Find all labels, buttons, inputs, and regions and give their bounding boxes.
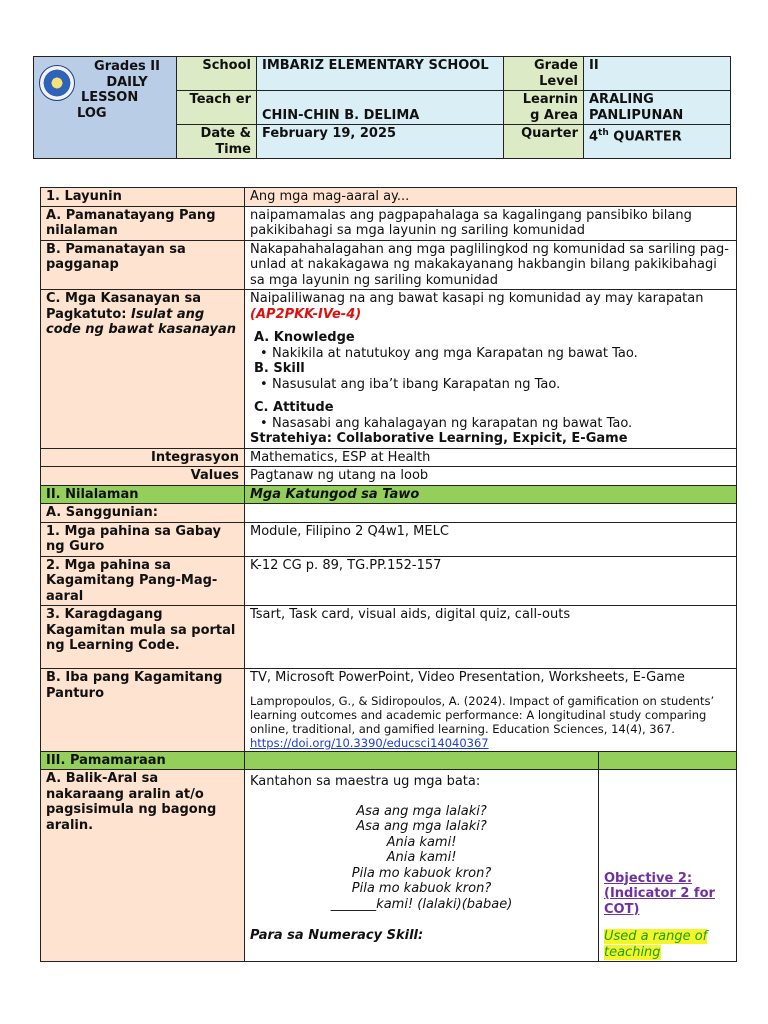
objective-text: Objective 2: (Indicator 2 for COT) (604, 870, 715, 917)
nilalaman-label: II. Nilalaman (41, 485, 245, 504)
date-label: Date & Time (177, 125, 257, 159)
competency-code: (AP2PKK-IVe-4) (250, 306, 362, 322)
date-value: February 19, 2025 (257, 125, 504, 159)
strategy-text: Stratehiya: Collaborative Learning, Expicit, E-Game (250, 431, 628, 446)
karagdagang-label: 3. Karagdagang Kagamitan mula sa portal ng Learning Code. (41, 606, 245, 669)
attitude-heading: C. Attitude (254, 400, 334, 415)
song-line: Pila mo kabuok kron? (351, 865, 492, 881)
layunin-value: Ang mga mag-aaral ay... (245, 188, 737, 207)
title-line: Grades II (94, 59, 160, 74)
quarter-text: QUARTER (608, 129, 682, 145)
kasanayan-label (41, 290, 245, 449)
pamantayan-pagganap-label: B. Pamanatayan sa pagganap (41, 240, 245, 290)
gabay-guro-label: 1. Mga pahina sa Gabay ng Guro (41, 522, 245, 556)
values-value: Pagtanaw ng utang na loob (245, 467, 737, 486)
knowledge-heading: A. Knowledge (254, 330, 355, 345)
balik-aral-label: A. Balik-Aral sa nakaraang aralin at/o pagsisimula ng bagong aralin. (41, 770, 245, 962)
grade-label: Grade Level (504, 57, 584, 91)
kasanayan-label-a: C. Mga Kasanayan sa Pagkatuto: (46, 291, 202, 322)
kasanayan-label-b: Isulat ang code ng bawat kasanayan (46, 306, 237, 337)
deped-seal-icon (39, 65, 75, 101)
area-label: Learnin g Area (504, 91, 584, 125)
objective-cell (599, 770, 737, 962)
song-line: Ania kami! (386, 834, 457, 850)
numeracy-heading: Para sa Numeracy Skill: (250, 928, 424, 943)
quarter-label: Quarter (504, 125, 584, 159)
school-label: School (177, 57, 257, 91)
teacher-label: Teach er (177, 91, 257, 125)
doi-link[interactable]: https://doi.org/10.3390/educsci14040367 (250, 735, 489, 750)
title-line: LESSON (81, 90, 139, 105)
school-value: IMBARIZ ELEMENTARY SCHOOL (257, 57, 504, 91)
sanggunian-value (245, 504, 737, 523)
reference-text: Lampropoulos, G., & Sidiropoulos, A. (2024). Impact of gamification on students’ learning outcomes and academic performance: A longitudinal study comparing online, traditional, and gamified learning. Education Sciences, 14(4), 367. (250, 693, 715, 736)
integrasyon-value: Mathematics, ESP at Health (245, 448, 737, 467)
kasanayan-value (245, 290, 737, 449)
kasanayan-text: Naipaliliwanag na ang bawat kasapi ng komunidad ay may karapatan (250, 291, 704, 306)
grade-value: II (584, 57, 731, 91)
header-table (33, 56, 731, 159)
song-line: Ania kami! (386, 850, 457, 865)
pamamaraan-label: III. Pamamaraan (41, 751, 245, 770)
kagamitang-label: 2. Mga pahina sa Kagamitang Pang-Mag-aaral (41, 556, 245, 606)
materials-text: TV, Microsoft PowerPoint, Video Presentation, Worksheets, E-Game (250, 670, 685, 685)
knowledge-item: • Nakikila at natutukoy ang mga Karapatan ng bawat Tao. (250, 346, 731, 362)
teacher-value: CHIN-CHIN B. DELIMA (257, 91, 504, 125)
song-cell (245, 770, 599, 962)
sanggunian-label: A. Sanggunian: (41, 504, 245, 523)
reference-citation (250, 694, 731, 750)
integrasyon-label: Integrasyon (41, 448, 245, 467)
pamantayan-pagganap-value: Nakapahahalagahan ang mga paglilingkod ng komunidad sa sariling pag- unlad at nakakagawa ng makakayanang hakbangin bilang pakikibahagi sa mga layunin ng sariling komunidad (245, 240, 737, 290)
quarter-value (584, 125, 731, 159)
used-range-wrap (604, 929, 731, 960)
quarter-num: 4 (589, 129, 599, 145)
lesson-table (40, 187, 737, 962)
song-line: Pila mo kabuok kron? (351, 881, 492, 896)
attitude-item: • Nasasabi ang kahalagayan ng karapatan ng bawat Tao. (250, 416, 731, 432)
pamamaraan-fill-2 (599, 751, 737, 770)
skill-item: • Nasusulat ang iba’t ibang Karapatan ng Tao. (250, 377, 731, 393)
pamamaraan-fill (245, 751, 599, 770)
iba-pang-value (245, 669, 737, 752)
kagamitang-value: K-12 CG p. 89, TG.PP.152-157 (245, 556, 737, 606)
karagdagang-value: Tsart, Task card, visual aids, digital quiz, call-outs (245, 606, 737, 669)
area-value: ARALING PANLIPUNAN (584, 91, 731, 125)
used-range-text: Used a range of teaching (604, 929, 708, 960)
pamantayang-pang-value: naipamamalas ang pagpapahalaga sa kagalingang pansibiko bilang pakikibahagi sa mga layunin ng sariling komunidad (245, 206, 737, 240)
iba-pang-label: B. Iba pang Kagamitang Panturo (41, 669, 245, 752)
quarter-sup: th (598, 128, 609, 138)
song-line: Asa ang mga lalaki? (356, 803, 487, 819)
values-label: Values (41, 467, 245, 486)
title-line: DAILY (106, 74, 148, 90)
gabay-guro-value: Module, Filipino 2 Q4w1, MELC (245, 522, 737, 556)
nilalaman-value: Mga Katungod sa Tawo (245, 485, 737, 504)
song-line: Asa ang mga lalaki? (356, 819, 487, 834)
dll-title-cell (34, 57, 177, 159)
skill-heading: B. Skill (254, 361, 305, 376)
title-line: LOG (77, 105, 107, 121)
pamantayang-pang-label: A. Pamanatayang Pang nilalaman (41, 206, 245, 240)
song-intro: Kantahon sa maestra ug mga bata: (250, 774, 481, 789)
layunin-label: 1. Layunin (41, 188, 245, 207)
song-line: _______kami! (lalaki)(babae) (330, 896, 513, 912)
